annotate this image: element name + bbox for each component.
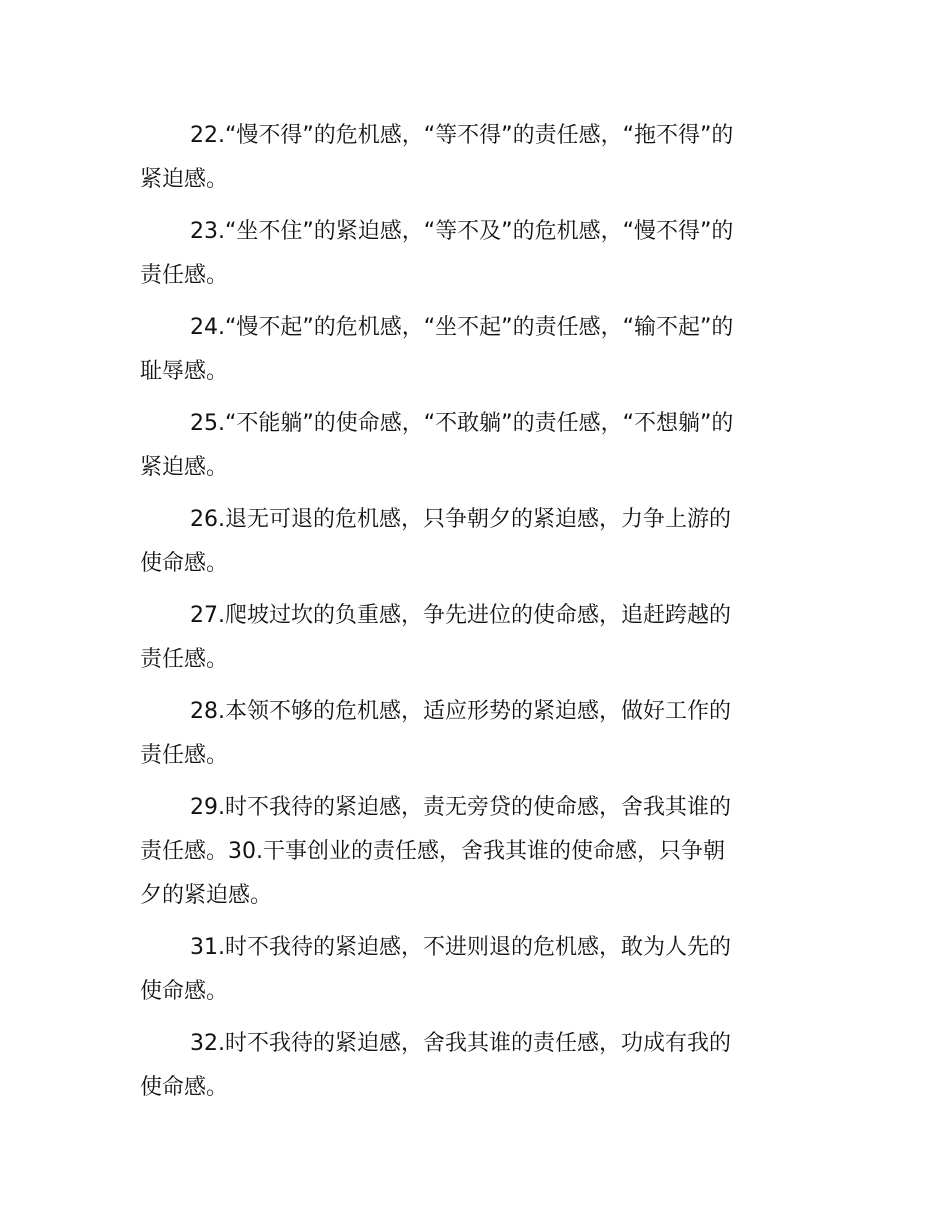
paragraph-line: 责任感。 (140, 263, 229, 288)
paragraph-25 (140, 402, 812, 490)
paragraph-line: 使命感。 (140, 979, 229, 1004)
paragraph-line: 28.本领不够的危机感，适应形势的紧迫感，做好工作的 (190, 699, 731, 724)
document-body (140, 114, 812, 1118)
paragraph-line: 22.“慢不得”的危机感，“等不得”的责任感，“拖不得”的 (190, 123, 734, 148)
paragraph-line: 32.时不我待的紧迫感，舍我其谁的责任感，功成有我的 (190, 1031, 731, 1056)
paragraph-line: 23.“坐不住”的紧迫感，“等不及”的危机感，“慢不得”的 (190, 219, 734, 244)
paragraph-27 (140, 594, 812, 682)
paragraph-line: 紧迫感。 (140, 455, 229, 480)
paragraph-26 (140, 498, 812, 586)
paragraph-line: 责任感。 (140, 647, 229, 672)
paragraph-line: 紧迫感。 (140, 167, 229, 192)
paragraph-22 (140, 114, 812, 202)
paragraph-line: 使命感。 (140, 551, 229, 576)
paragraph-31 (140, 926, 812, 1014)
paragraph-23 (140, 210, 812, 298)
paragraph-line: 31.时不我待的紧迫感，不进则退的危机感，敢为人先的 (190, 935, 731, 960)
paragraph-28 (140, 690, 812, 778)
paragraph-line: 夕的紧迫感。 (140, 883, 273, 908)
paragraph-line: 耻辱感。 (140, 359, 229, 384)
paragraph-line: 29.时不我待的紧迫感，责无旁贷的使命感，舍我其谁的 (190, 795, 731, 820)
paragraph-line: 26.退无可退的危机感，只争朝夕的紧迫感，力争上游的 (190, 507, 731, 532)
paragraph-line: 责任感。30.干事创业的责任感，舍我其谁的使命感，只争朝 (140, 839, 725, 864)
paragraph-24 (140, 306, 812, 394)
paragraph-line: 使命感。 (140, 1075, 229, 1100)
paragraph-line: 24.“慢不起”的危机感，“坐不起”的责任感，“输不起”的 (190, 315, 734, 340)
paragraph-29-30 (140, 786, 812, 918)
paragraph-32 (140, 1022, 812, 1110)
paragraph-line: 27.爬坡过坎的负重感，争先进位的使命感，追赶跨越的 (190, 603, 731, 628)
paragraph-line: 25.“不能躺”的使命感，“不敢躺”的责任感，“不想躺”的 (190, 411, 734, 436)
paragraph-line: 责任感。 (140, 743, 229, 768)
